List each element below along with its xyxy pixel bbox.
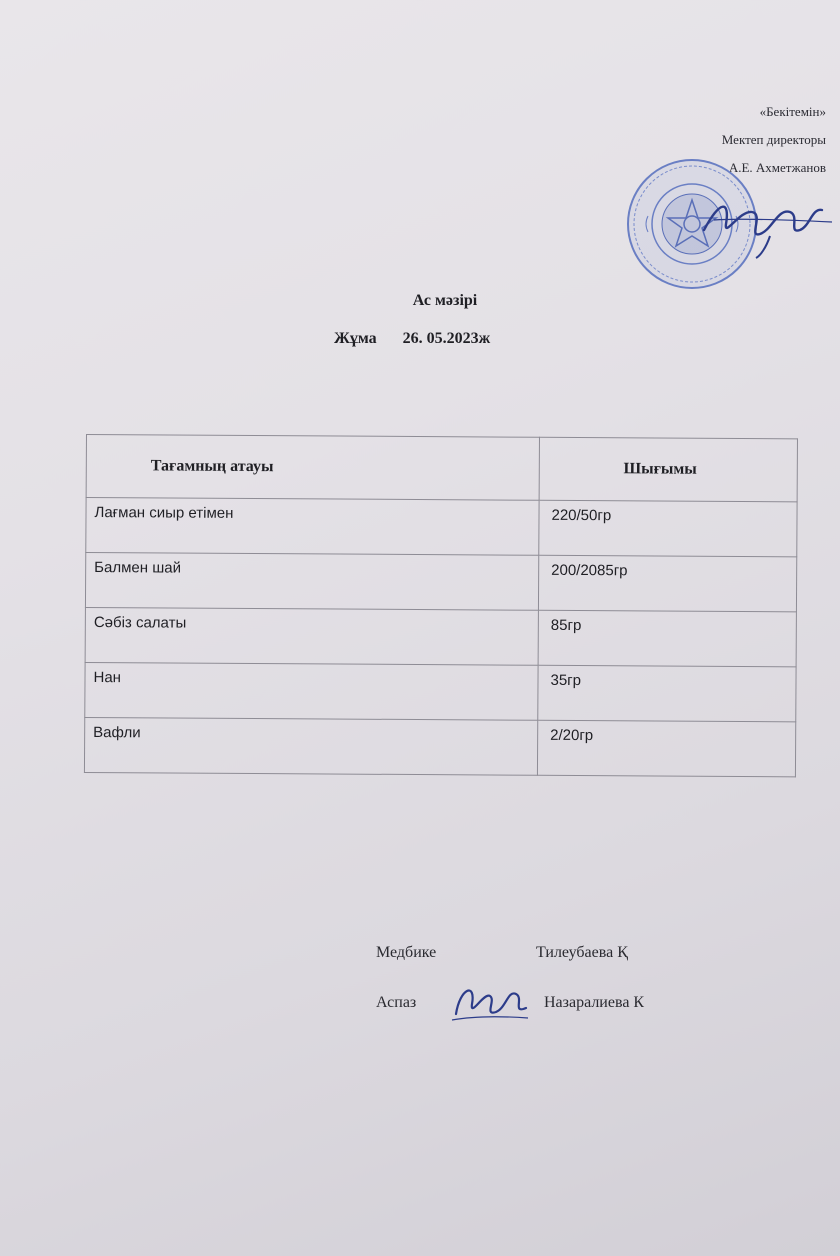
dish-name: Балмен шай — [85, 553, 538, 611]
table-row — [85, 553, 796, 612]
cook-role: Аспаз — [376, 994, 417, 1011]
dish-output: 200/2085гр — [538, 555, 796, 612]
approval-position: Мектеп директоры — [721, 132, 826, 147]
table-row — [86, 498, 797, 557]
director-signature-icon — [700, 190, 835, 260]
dish-name: Сәбіз салаты — [85, 607, 538, 665]
table-row — [85, 662, 796, 721]
table-header-row — [86, 435, 797, 502]
day-of-week: Жұма — [334, 330, 377, 347]
table-row — [85, 607, 796, 666]
header-output: Шығымы — [539, 437, 797, 502]
cook-name: Назаралиева К — [544, 994, 645, 1011]
dish-output: 35гр — [538, 665, 796, 722]
nurse-role: Медбике — [376, 944, 437, 961]
menu-date: 26. 05.2023ж — [402, 330, 491, 347]
approval-label: «Бекітемін» — [759, 104, 826, 119]
dish-output: 85гр — [538, 610, 796, 667]
dish-name: Вафли — [84, 717, 537, 775]
approval-name: А.Е. Ахметжанов — [728, 160, 826, 175]
nurse-name: Тилеубаева Қ — [536, 944, 628, 961]
dish-output: 220/50гр — [539, 500, 797, 557]
header-dish-name: Тағамның атауы — [86, 435, 539, 501]
table-row — [84, 717, 795, 776]
dish-output: 2/20гр — [537, 720, 795, 777]
date-line — [334, 330, 490, 348]
dish-name: Нан — [85, 662, 538, 720]
document-title: Ас мәзірі — [412, 292, 478, 309]
cook-signature-icon — [450, 974, 530, 1030]
dish-name: Лағман сиыр етімен — [86, 498, 539, 556]
menu-table — [84, 434, 798, 777]
